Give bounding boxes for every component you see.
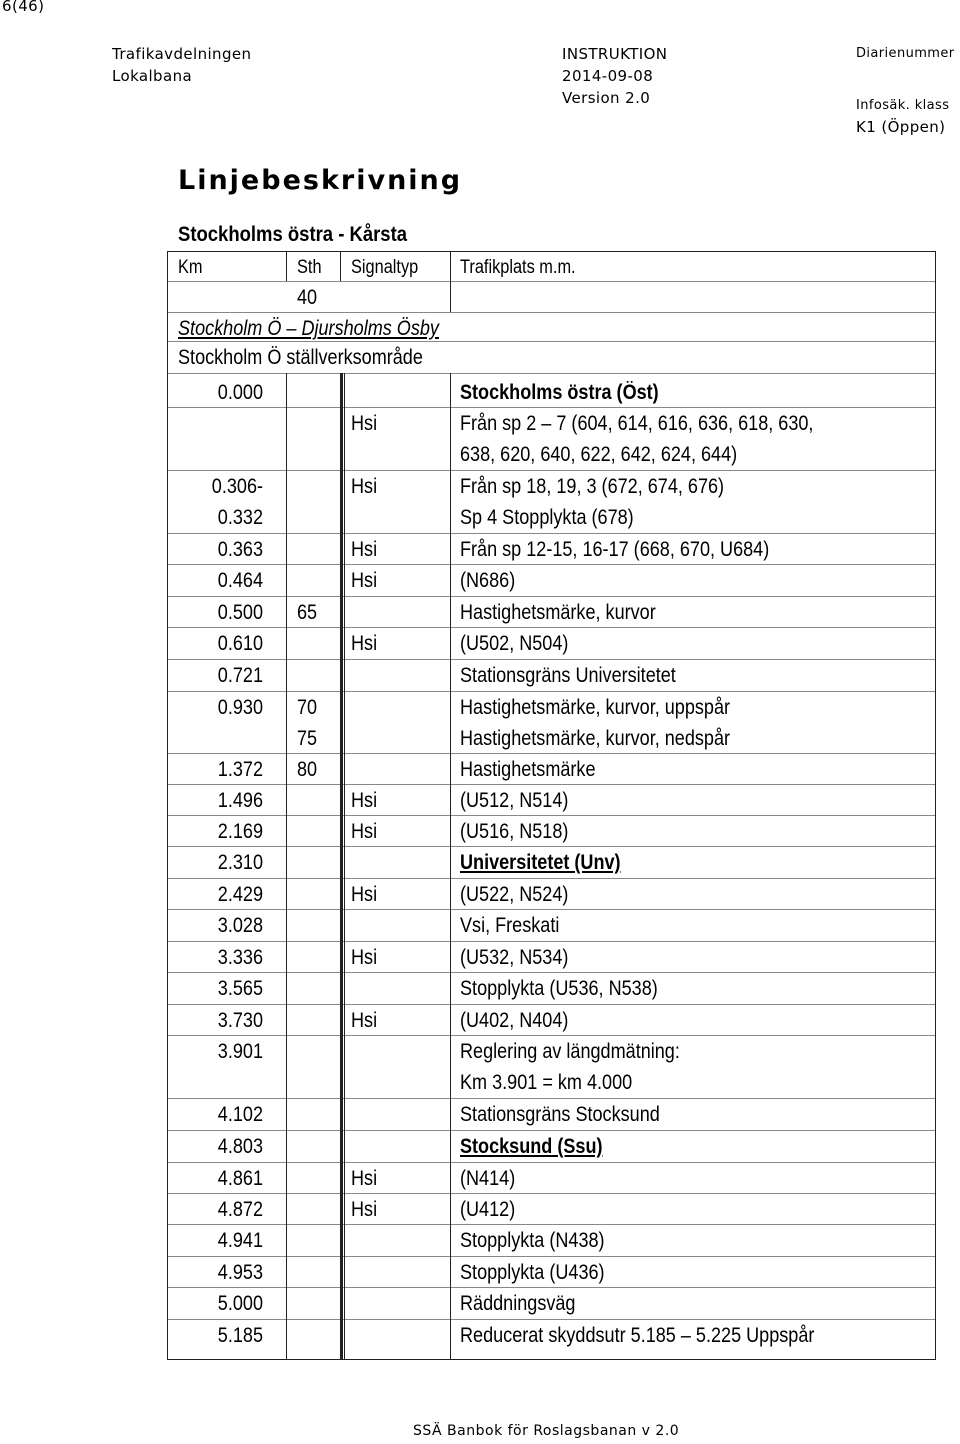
row-divider bbox=[168, 1004, 935, 1005]
km-value: 3.565 bbox=[217, 977, 263, 1000]
row-divider bbox=[168, 373, 935, 374]
row-divider bbox=[168, 909, 935, 910]
row-divider bbox=[168, 1287, 935, 1288]
trafikplats-text: (U512, N514) bbox=[460, 789, 569, 812]
km-value: 1.372 bbox=[217, 758, 263, 781]
row-divider bbox=[168, 784, 935, 785]
column-header-km: Km bbox=[178, 257, 203, 278]
trafikplats-text: Vsi, Freskati bbox=[460, 914, 560, 937]
trafikplats-text: (N414) bbox=[460, 1167, 516, 1190]
row-divider bbox=[168, 815, 935, 816]
signal-type: Hsi bbox=[351, 569, 378, 592]
header-diarienummer: Diarienummer bbox=[856, 46, 955, 61]
column-header-signaltyp: Signaltyp bbox=[351, 257, 419, 278]
trafikplats-text: (U402, N404) bbox=[460, 1009, 569, 1032]
trafikplats-text: (U532, N534) bbox=[460, 946, 569, 969]
document-title: Linjebeskrivning bbox=[178, 165, 463, 196]
row-divider bbox=[168, 470, 935, 471]
trafikplats-text: Stopplykta (N438) bbox=[460, 1229, 605, 1252]
km-value: 5.000 bbox=[217, 1292, 263, 1315]
km-value: 0.464 bbox=[217, 569, 263, 592]
footer-text: SSÄ Banbok för Roslagsbanan v 2.0 bbox=[413, 1423, 680, 1439]
trafikplats-text: Stopplykta (U536, N538) bbox=[460, 977, 658, 1000]
km-value: 3.901 bbox=[217, 1040, 263, 1063]
km-value: 5.185 bbox=[217, 1324, 263, 1347]
trafikplats-text: 638, 620, 640, 622, 642, 624, 644) bbox=[460, 443, 738, 466]
line-description-table bbox=[167, 251, 936, 1360]
intro-route: Stockholm Ö – Djursholms Ösby bbox=[178, 317, 439, 340]
signal-type: Hsi bbox=[351, 789, 378, 812]
column-divider bbox=[340, 252, 341, 281]
trafikplats-text: Från sp 18, 19, 3 (672, 674, 676) bbox=[460, 475, 725, 498]
header-doc-type: INSTRUKTION bbox=[562, 45, 668, 63]
signal-type: Hsi bbox=[351, 412, 378, 435]
row-divider bbox=[168, 753, 935, 754]
header-version: Version 2.0 bbox=[562, 89, 651, 107]
row-divider bbox=[168, 1256, 935, 1257]
row-divider bbox=[168, 341, 935, 342]
trafikplats-text: Reducerat skyddsutr 5.185 – 5.225 Uppspår bbox=[460, 1324, 815, 1347]
intro-speed: 40 bbox=[297, 286, 318, 309]
column-header-trafikplats: Trafikplats m.m. bbox=[460, 257, 576, 278]
column-divider bbox=[450, 373, 451, 1359]
header-org: Trafikavdelningen bbox=[112, 45, 252, 63]
row-divider bbox=[168, 1130, 935, 1131]
row-divider bbox=[168, 941, 935, 942]
trafikplats-text: Hastighetsmärke bbox=[460, 758, 596, 781]
column-divider bbox=[450, 252, 451, 312]
km-value: 2.169 bbox=[217, 820, 263, 843]
km-value: 2.310 bbox=[217, 851, 263, 874]
row-divider bbox=[168, 564, 935, 565]
trafikplats-text: (U412) bbox=[460, 1198, 516, 1221]
trafikplats-text: (U522, N524) bbox=[460, 883, 569, 906]
trafikplats-text: Från sp 2 – 7 (604, 614, 616, 636, 618, 630, bbox=[460, 412, 814, 435]
km-value: 2.429 bbox=[217, 883, 263, 906]
row-divider bbox=[168, 1098, 935, 1099]
km-value: 0.332 bbox=[217, 506, 263, 529]
row-divider bbox=[168, 659, 935, 660]
page-number: 6(46) bbox=[2, 0, 45, 15]
row-divider bbox=[168, 972, 935, 973]
km-value: 4.102 bbox=[217, 1103, 263, 1126]
row-divider bbox=[168, 596, 935, 597]
signal-type: Hsi bbox=[351, 820, 378, 843]
signal-type: Hsi bbox=[351, 946, 378, 969]
km-value: 0.363 bbox=[217, 538, 263, 561]
signal-type: Hsi bbox=[351, 1167, 378, 1190]
km-value: 0.500 bbox=[217, 601, 263, 624]
km-value: 0.306- bbox=[211, 475, 263, 498]
trafikplats-text: Från sp 12-15, 16-17 (668, 670, U684) bbox=[460, 538, 770, 561]
sth-value: 70 bbox=[297, 696, 318, 719]
km-value: 0.000 bbox=[217, 381, 263, 404]
header-unit: Lokalbana bbox=[112, 67, 193, 85]
km-value: 0.930 bbox=[217, 696, 263, 719]
trafikplats-text: Stockholms östra (Öst) bbox=[460, 381, 659, 404]
row-divider bbox=[168, 1319, 935, 1320]
km-value: 0.721 bbox=[217, 664, 263, 687]
km-value: 3.028 bbox=[217, 914, 263, 937]
km-value: 3.730 bbox=[217, 1009, 263, 1032]
trafikplats-text: Stationsgräns Stocksund bbox=[460, 1103, 660, 1126]
trafikplats-text: Universitetet (Unv) bbox=[460, 851, 621, 874]
signal-type: Hsi bbox=[351, 1198, 378, 1221]
column-divider bbox=[286, 252, 287, 281]
header-classification: K1 (Öppen) bbox=[856, 118, 946, 136]
header-date: 2014-09-08 bbox=[562, 67, 654, 85]
trafikplats-text: Hastighetsmärke, kurvor, nedspår bbox=[460, 727, 731, 750]
km-value: 4.861 bbox=[217, 1167, 263, 1190]
row-divider bbox=[168, 627, 935, 628]
row-divider bbox=[168, 1224, 935, 1225]
header-infosak-label: Infosäk. klass bbox=[856, 98, 950, 113]
row-divider bbox=[168, 281, 935, 282]
intro-area: Stockholm Ö ställverksområde bbox=[178, 346, 423, 369]
row-divider bbox=[168, 1035, 935, 1036]
track-line bbox=[340, 373, 343, 1359]
km-value: 3.336 bbox=[217, 946, 263, 969]
trafikplats-text: (U502, N504) bbox=[460, 632, 569, 655]
row-divider bbox=[168, 846, 935, 847]
signal-type: Hsi bbox=[351, 1009, 378, 1032]
km-value: 4.953 bbox=[217, 1261, 263, 1284]
trafikplats-text: Hastighetsmärke, kurvor bbox=[460, 601, 656, 624]
column-header-sth: Sth bbox=[297, 257, 322, 278]
trafikplats-text: (N686) bbox=[460, 569, 516, 592]
sth-value: 75 bbox=[297, 727, 318, 750]
trafikplats-text: Hastighetsmärke, kurvor, uppspår bbox=[460, 696, 731, 719]
trafikplats-text: (U516, N518) bbox=[460, 820, 569, 843]
trafikplats-text: Km 3.901 = km 4.000 bbox=[460, 1071, 633, 1094]
trafikplats-text: Stopplykta (U436) bbox=[460, 1261, 605, 1284]
km-value: 4.872 bbox=[217, 1198, 263, 1221]
trafikplats-text: Sp 4 Stopplykta (678) bbox=[460, 506, 634, 529]
signal-type: Hsi bbox=[351, 883, 378, 906]
trafikplats-text: Räddningsväg bbox=[460, 1292, 576, 1315]
km-value: 1.496 bbox=[217, 789, 263, 812]
row-divider bbox=[168, 407, 935, 408]
sth-value: 80 bbox=[297, 758, 318, 781]
trafikplats-text: Reglering av längdmätning: bbox=[460, 1040, 680, 1063]
km-value: 4.941 bbox=[217, 1229, 263, 1252]
row-divider bbox=[168, 1193, 935, 1194]
km-value: 4.803 bbox=[217, 1135, 263, 1158]
signal-type: Hsi bbox=[351, 632, 378, 655]
trafikplats-text: Stationsgräns Universitetet bbox=[460, 664, 676, 687]
trafikplats-text: Stocksund (Ssu) bbox=[460, 1135, 603, 1158]
signal-type: Hsi bbox=[351, 538, 378, 561]
km-value: 0.610 bbox=[217, 632, 263, 655]
sth-value: 65 bbox=[297, 601, 318, 624]
row-divider bbox=[168, 691, 935, 692]
signal-type: Hsi bbox=[351, 475, 378, 498]
track-line bbox=[344, 373, 345, 1359]
row-divider bbox=[168, 312, 935, 313]
row-divider bbox=[168, 878, 935, 879]
row-divider bbox=[168, 533, 935, 534]
section-title: Stockholms östra - Kårsta bbox=[178, 223, 408, 246]
row-divider bbox=[168, 1162, 935, 1163]
column-divider bbox=[286, 373, 287, 1359]
